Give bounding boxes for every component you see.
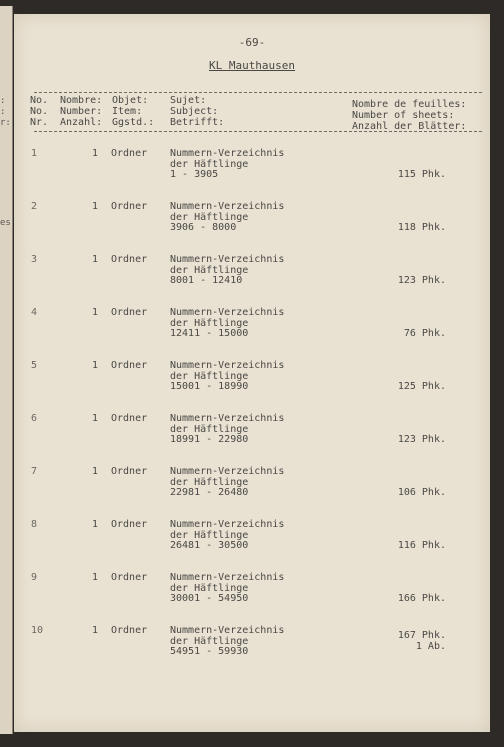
header-objet-en: Item: <box>112 106 143 117</box>
subject-line: 30001 - 54950 <box>170 593 249 604</box>
row-subject <box>170 626 284 658</box>
row-item: Ordner <box>111 148 148 159</box>
row-number: 8 <box>31 519 38 530</box>
row-item: Ordner <box>111 201 148 212</box>
subject-line: Nummern-Verzeichnis <box>170 572 285 583</box>
document-page <box>14 14 490 732</box>
sheets-line: 167 Phk. <box>397 630 446 641</box>
subject-line: 22981 - 26480 <box>170 487 249 498</box>
row-item: Ordner <box>111 572 148 583</box>
header-sheets-fr: Nombre de feuilles: <box>352 99 467 110</box>
header-sujet-en: Subject: <box>170 106 219 117</box>
list-item <box>14 467 490 511</box>
subject-line: 1 - 3905 <box>170 169 219 180</box>
subject-line: der Häftlinge <box>170 264 249 276</box>
subject-line: der Häftlinge <box>170 317 249 329</box>
row-quantity: 1 <box>92 201 99 212</box>
row-item: Ordner <box>111 360 148 371</box>
subject-line: 26481 - 30500 <box>170 540 249 551</box>
header-objet <box>112 95 154 128</box>
header-nombre-fr: Nombre: <box>60 95 103 106</box>
row-number: 7 <box>31 466 38 477</box>
header-bottom-rule <box>34 131 482 132</box>
subject-line: Nummern-Verzeichnis <box>170 360 285 371</box>
header-no-en: No. <box>30 106 49 117</box>
subject-line: der Häftlinge <box>170 370 249 382</box>
row-sheets <box>306 541 446 552</box>
row-number: 2 <box>31 201 38 212</box>
sheets-line: 125 Phk. <box>397 381 446 392</box>
left-page-fragment: es <box>0 218 11 228</box>
row-subject <box>170 520 284 552</box>
subject-line: 54951 - 59930 <box>170 646 249 657</box>
row-item: Ordner <box>111 466 148 477</box>
row-subject <box>170 414 284 446</box>
document-title <box>14 59 490 72</box>
subject-line: der Häftlinge <box>170 211 249 223</box>
list-item <box>14 573 490 617</box>
row-sheets <box>306 594 446 605</box>
row-sheets <box>306 329 446 340</box>
subject-line: der Häftlinge <box>170 529 249 541</box>
subject-line: 12411 - 15000 <box>170 328 249 339</box>
row-quantity: 1 <box>92 360 99 371</box>
row-number: 9 <box>31 572 38 583</box>
sheets-line: 106 Phk. <box>397 487 446 498</box>
sheets-line: 76 Phk. <box>403 328 446 339</box>
row-item: Ordner <box>111 307 148 318</box>
sheets-line: 166 Phk. <box>397 593 446 604</box>
page-number: -69- <box>238 36 266 49</box>
subject-line: Nummern-Verzeichnis <box>170 201 285 212</box>
header-no-de: Nr. <box>30 117 49 128</box>
header-no-fr: No. <box>30 95 49 106</box>
subject-line: Nummern-Verzeichnis <box>170 307 285 318</box>
row-sheets <box>306 170 446 181</box>
subject-line: Nummern-Verzeichnis <box>170 519 285 530</box>
header-sheets <box>352 99 466 132</box>
subject-line: der Häftlinge <box>170 582 249 594</box>
list-item <box>14 255 490 299</box>
row-sheets <box>306 223 446 234</box>
subject-line: der Häftlinge <box>170 158 249 170</box>
row-subject <box>170 573 284 605</box>
row-subject <box>170 467 284 499</box>
sheets-line: 116 Phk. <box>397 540 446 551</box>
subject-line: 18991 - 22980 <box>170 434 249 445</box>
header-sujet-de: Betrifft: <box>170 117 225 128</box>
row-item: Ordner <box>111 254 148 265</box>
row-sheets <box>306 631 446 652</box>
header-nombre-de: Anzahl: <box>60 117 103 128</box>
row-sheets <box>306 276 446 287</box>
document-title-text: KL Mauthausen <box>208 59 296 72</box>
subject-line: der Häftlinge <box>170 476 249 488</box>
row-quantity: 1 <box>92 572 99 583</box>
left-page-fragment: : <box>0 96 6 106</box>
header-sujet-fr: Sujet: <box>170 95 207 106</box>
row-subject <box>170 202 284 234</box>
subject-line: der Häftlinge <box>170 635 249 647</box>
header-nombre-en: Number: <box>60 106 103 117</box>
sheets-line: 1 Ab. <box>415 640 446 652</box>
list-item <box>14 520 490 564</box>
header-sheets-de: Anzahl der Blätter: <box>352 121 467 132</box>
row-sheets <box>306 435 446 446</box>
row-quantity: 1 <box>92 466 99 477</box>
header-nombre <box>60 95 102 128</box>
row-item: Ordner <box>111 413 148 424</box>
list-item <box>14 361 490 405</box>
subject-line: Nummern-Verzeichnis <box>170 466 285 477</box>
row-number: 4 <box>31 307 38 318</box>
sheets-line: 123 Phk. <box>397 275 446 286</box>
left-page-fragment: : <box>0 107 6 117</box>
subject-line: der Häftlinge <box>170 423 249 435</box>
header-no <box>30 95 48 128</box>
subject-line: 3906 - 8000 <box>170 222 237 233</box>
header-objet-de: Ggstd.: <box>112 117 155 128</box>
list-item <box>14 626 490 670</box>
subject-line: Nummern-Verzeichnis <box>170 413 285 424</box>
row-number: 5 <box>31 360 38 371</box>
row-quantity: 1 <box>92 148 99 159</box>
sheets-line: 115 Phk. <box>397 169 446 180</box>
row-number: 6 <box>31 413 38 424</box>
row-sheets <box>306 488 446 499</box>
header-objet-fr: Objet: <box>112 95 149 106</box>
row-quantity: 1 <box>92 307 99 318</box>
list-item <box>14 149 490 193</box>
sheets-line: 123 Phk. <box>397 434 446 445</box>
subject-line: 15001 - 18990 <box>170 381 249 392</box>
row-item: Ordner <box>111 519 148 530</box>
list-item <box>14 202 490 246</box>
list-item <box>14 308 490 352</box>
header-sheets-en: Number of sheets: <box>352 110 455 121</box>
header-top-rule <box>34 92 482 93</box>
row-number: 10 <box>31 625 44 636</box>
subject-line: 8001 - 12410 <box>170 275 243 286</box>
row-sheets <box>306 382 446 393</box>
row-item: Ordner <box>111 625 148 636</box>
subject-line: Nummern-Verzeichnis <box>170 148 285 159</box>
row-number: 1 <box>31 148 38 159</box>
row-quantity: 1 <box>92 519 99 530</box>
left-page-fragment: r: <box>0 118 11 128</box>
header-sujet <box>170 95 224 128</box>
row-subject <box>170 308 284 340</box>
sheets-line: 118 Phk. <box>397 222 446 233</box>
list-item <box>14 414 490 458</box>
row-quantity: 1 <box>92 625 99 636</box>
row-subject <box>170 149 284 181</box>
row-quantity: 1 <box>92 254 99 265</box>
row-number: 3 <box>31 254 38 265</box>
row-subject <box>170 255 284 287</box>
subject-line: Nummern-Verzeichnis <box>170 254 285 265</box>
row-subject <box>170 361 284 393</box>
row-quantity: 1 <box>92 413 99 424</box>
subject-line: Nummern-Verzeichnis <box>170 625 285 636</box>
